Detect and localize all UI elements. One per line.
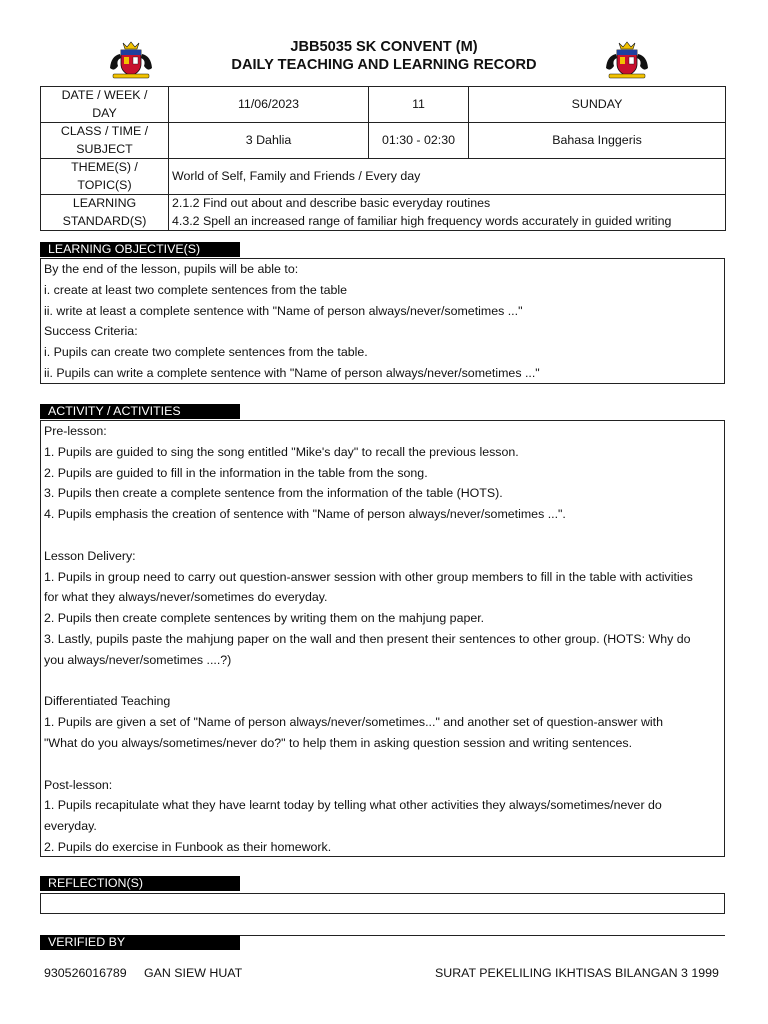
table-row [41,123,726,159]
document-header [0,38,768,82]
list-item: 4. Pupils emphasis the creation of sentence with "Name of person always/never/sometimes ...". [44,507,566,522]
list-item: ii. write at least a complete sentence with "Name of person always/never/sometimes ..." [44,303,523,318]
activities-heading: ACTIVITY / ACTIVITIES [40,404,240,419]
list-item: 2. Pupils are guided to fill in the information in the table from the song. [44,465,428,480]
coat-of-arms-icon [602,40,652,80]
list-item: everyday. [44,819,97,834]
list-item [44,671,724,692]
verified-by-heading: VERIFIED BY [40,935,240,950]
date-value: 11/06/2023 [169,87,369,123]
activities-box [40,420,725,857]
table-row [41,195,726,231]
list-item: 1. Pupils in group need to carry out question-answer session with other group members to fill in the table with activities [44,569,693,584]
list-item: Success Criteria: [44,324,138,339]
reflection-box [40,893,725,914]
verifier-id: 930526016789 [44,966,127,980]
list-item: ii. Pupils can write a complete sentence with "Name of person always/never/sometimes ..." [44,365,540,380]
learning-objectives-box [40,258,725,384]
reflection-heading: REFLECTION(S) [40,876,240,891]
lesson-info-table [40,86,726,231]
list-item: Pre-lesson: [44,424,107,438]
list-item: 3. Pupils then create a complete sentence from the information of the table (HOTS). [44,486,503,501]
list-item: 1. Pupils recapitulate what they have learnt today by telling what other activities they always/sometimes/never do [44,798,662,813]
list-item: "What do you always/sometimes/never do?" to help them in asking question session and writing sentences. [44,735,633,750]
table-row [41,159,726,195]
list-item: 3. Lastly, pupils paste the mahjung paper on the wall and then present their sentences to other group. (HOTS: Why do [44,631,691,646]
time-value: 01:30 - 02:30 [369,123,469,159]
class-value: 3 Dahlia [169,123,369,159]
verifier-name: GAN SIEW HUAT [144,966,243,980]
theme-topic-label: THEME(S) / TOPIC(S) [41,159,169,195]
subject-value: Bahasa Inggeris [469,123,726,159]
list-item [44,754,724,775]
learning-standard-label: LEARNING STANDARD(S) [41,195,169,231]
school-title: JBB5035 SK CONVENT (M) [290,39,478,55]
class-time-subject-label: CLASS / TIME / SUBJECT [41,123,169,159]
day-value: SUNDAY [469,87,726,123]
learning-objectives-heading: LEARNING OBJECTIVE(S) [40,242,240,257]
list-item: i. Pupils can create two complete sentences from the table. [44,345,368,360]
divider [240,935,725,936]
list-item: Post-lesson: [44,777,113,792]
list-item: i. create at least two complete sentences from the table [44,282,348,297]
list-item: Lesson Delivery: [44,548,136,563]
list-item: 2. Pupils do exercise in Funbook as their homework. [44,839,332,854]
list-item: 1. Pupils are guided to sing the song entitled "Mike's day" to recall the previous lesson. [44,444,519,459]
list-item [44,525,724,546]
date-week-day-label: DATE / WEEK / DAY [41,87,169,123]
learning-standard-value: 2.1.2 Find out about and describe basic everyday routines 4.3.2 Spell an increased range of familiar high frequency words accurately in guided writing [169,195,726,231]
list-item: 2. Pupils then create complete sentences by writing them on the mahjung paper. [44,611,485,626]
list-item: for what they always/never/sometimes do everyday. [44,590,328,605]
table-row [41,87,726,123]
list-item: By the end of the lesson, pupils will be able to: [44,262,299,276]
week-value: 11 [369,87,469,123]
list-item: 1. Pupils are given a set of "Name of person always/never/sometimes..." and another set of question-answer with [44,715,664,730]
circular-reference: SURAT PEKELILING IKHTISAS BILANGAN 3 1999 [435,966,719,980]
list-item: you always/never/sometimes ....?) [44,652,232,667]
document-title: DAILY TEACHING AND LEARNING RECORD [231,57,537,73]
theme-topic-value: World of Self, Family and Friends / Every day [169,159,726,195]
list-item: Differentiated Teaching [44,694,171,709]
